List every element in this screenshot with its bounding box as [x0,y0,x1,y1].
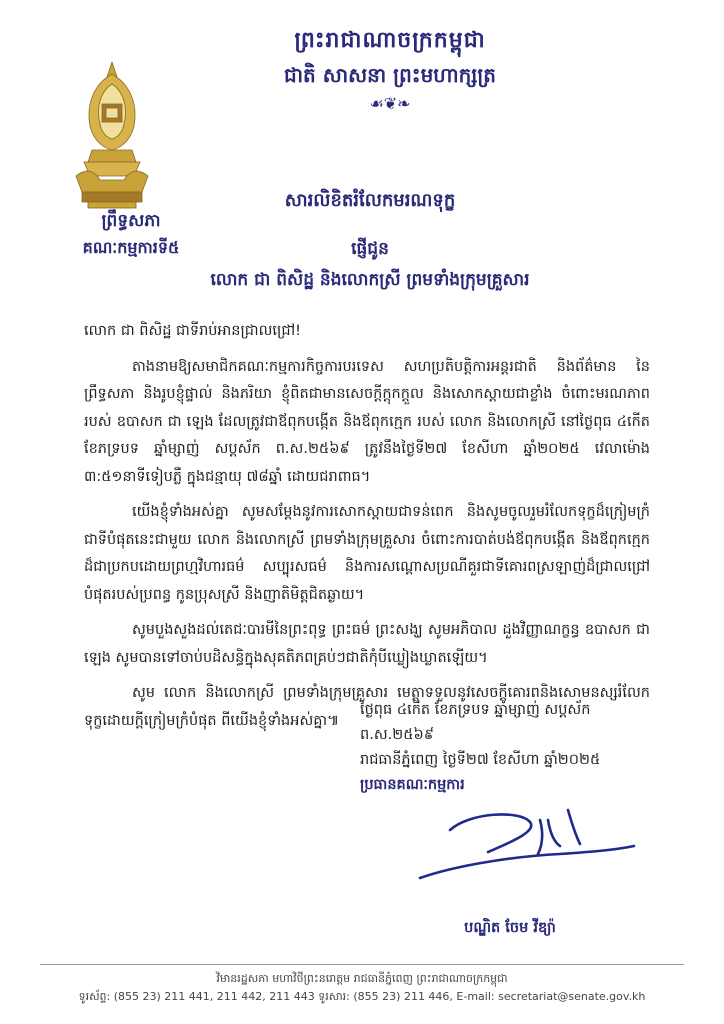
paragraph-3: សូមបួងសួងដល់តេជៈបារមីនៃព្រះពុទ្ធ ព្រះធម៌ ព្រះសង្ឃ សូមអភិបាល ដួងវិញ្ញាណក្ខន្ធ ឧបាសក ជា ឡេង សូមបានទៅចាប់បដិសន្ធិក្នុងសុគតិភពគ្រប់ៗជាតិកុំបីឃ្លៀងឃ្លាតឡើយ។ [84,622,650,666]
senate-emblem-icon [72,60,152,210]
to-label: ផ្ញើជូន [351,239,389,259]
footer [40,970,684,1006]
salutation: លោក ជា ពិសិដ្ឋ ជាទីរាប់អានជ្រាលជ្រៅ! [84,323,301,339]
lunar-date: ថ្ងៃពុធ ៤កើត ខែភទ្របទ ឆ្នាំម្សាញ់ សប្តស័ក ព.ស.២៥៦៩ [360,702,591,743]
national-motto: ជាតិ សាសនា ព្រះមហាក្សត្រ [284,63,496,87]
paragraph-2: យើងខ្ញុំទាំងអស់គ្នា សូមសម្តែងនូវការសោកស្តាយជាទន់ពេក និងសូមចូលរួមរំលែកទុក្ខដ៏ក្រៀមក្រំជាទីបំផុតនេះជាមួយ លោក និងលោកស្រី ព្រមទាំងក្រុមគ្រួសារ ចំពោះការបាត់បង់ឪពុកបង្កើត និងឪពុកក្មេក ដ៏ជាប្រកបដោយព្រហ្មវិហារធម៌ សប្បុរសធម៌ និងការសណ្តោសប្រណីគួរជាទីគោរពស្រឡាញ់ដ៏ជ្រាលជ្រៅបំផុតរបស់ប្រពន្ធ កូនប្រុសស្រី និងញាតិមិត្តជិតឆ្ងាយ។ [84,504,650,603]
recipient-name: លោក ជា ពិសិដ្ឋ និងលោកស្រី ព្រមទាំងក្រុមគ្រួសារ [210,270,530,290]
recipient-block [120,238,620,294]
footer-contact: ទូរស័ព្ទ: (855 23) 211 441, 211 442, 211 443 ទូរសារ: (855 23) 211 446, E-mail: secretariat@senate.gov.kh [78,990,646,1003]
document-title: សារលិខិតរំលែកមរណទុក្ខ [284,190,456,211]
footer-divider [40,964,684,965]
handwritten-signature [410,800,640,890]
signer-role: ប្រធានគណៈកម្មការ [360,777,465,793]
kingdom-title: ព្រះរាជាណាចក្រកម្ពុជា [294,28,486,53]
signer-name: បណ្ឌិត ចែម វីឌ្យ៉ា [464,920,556,936]
letter-body [84,318,650,743]
header-ornament: ☙❦❧ [369,94,411,113]
kingdom-header [200,26,580,113]
place-date: រាជធានីភ្នំពេញ ថ្ងៃទី២៧ ខែសីហា ឆ្នាំ២០២៥ [360,752,601,768]
footer-address: វិមានរដ្ឋសភា មហាវិថីព្រះនរោត្តម រាជធានីភ្នំពេញ ព្រះរាជាណាចក្រកម្ពុជា [216,972,508,985]
committee-name: គណៈកម្មការទី៥ [82,238,180,257]
paragraph-4: សូម លោក និងលោកស្រី ព្រមទាំងក្រុមគ្រួសារ មេត្តាទទួលនូវសេចក្តីគោរពនិងសោមនស្សរំលែកទុក្ខដោយក្តីក្រៀមក្រំបំផុត ពីយើងខ្ញុំទាំងអស់គ្នា៕ [84,685,650,729]
institution-name: ព្រឹទ្ធសភា [101,211,161,231]
paragraph-1: តាងនាមឱ្យសមាជិកគណៈកម្មការកិច្ចការបរទេស សហប្រតិបត្តិការអន្តរជាតិ និងព័ត៌មាន នៃព្រឹទ្ធសភា និងរូបខ្ញុំផ្ទាល់ និងភរិយា ខ្ញុំពិតជាមានសេចក្តីក្តុកក្តួល និងសោកស្តាយជាខ្លាំង ចំពោះមរណភាពរបស់ ឧបាសក ជា ឡេង ដែលត្រូវជាឪពុកបង្កើត និងឪពុកក្មេក របស់ លោក និងលោកស្រី នៅថ្ងៃពុធ ៤កើត ខែភទ្របទ ឆ្នាំម្សាញ់ សប្តស័ក ព.ស.២៥៦៩ ត្រូវនឹងថ្ងៃទី២៧ ខែសីហា ឆ្នាំ២០២៥ វេលាម៉ោង ៣:៥១នាទីទៀបភ្លឺ ក្នុងជន្មាយុ ៧៨ឆ្នាំ ដោយជរាពាធ។ [84,358,650,485]
